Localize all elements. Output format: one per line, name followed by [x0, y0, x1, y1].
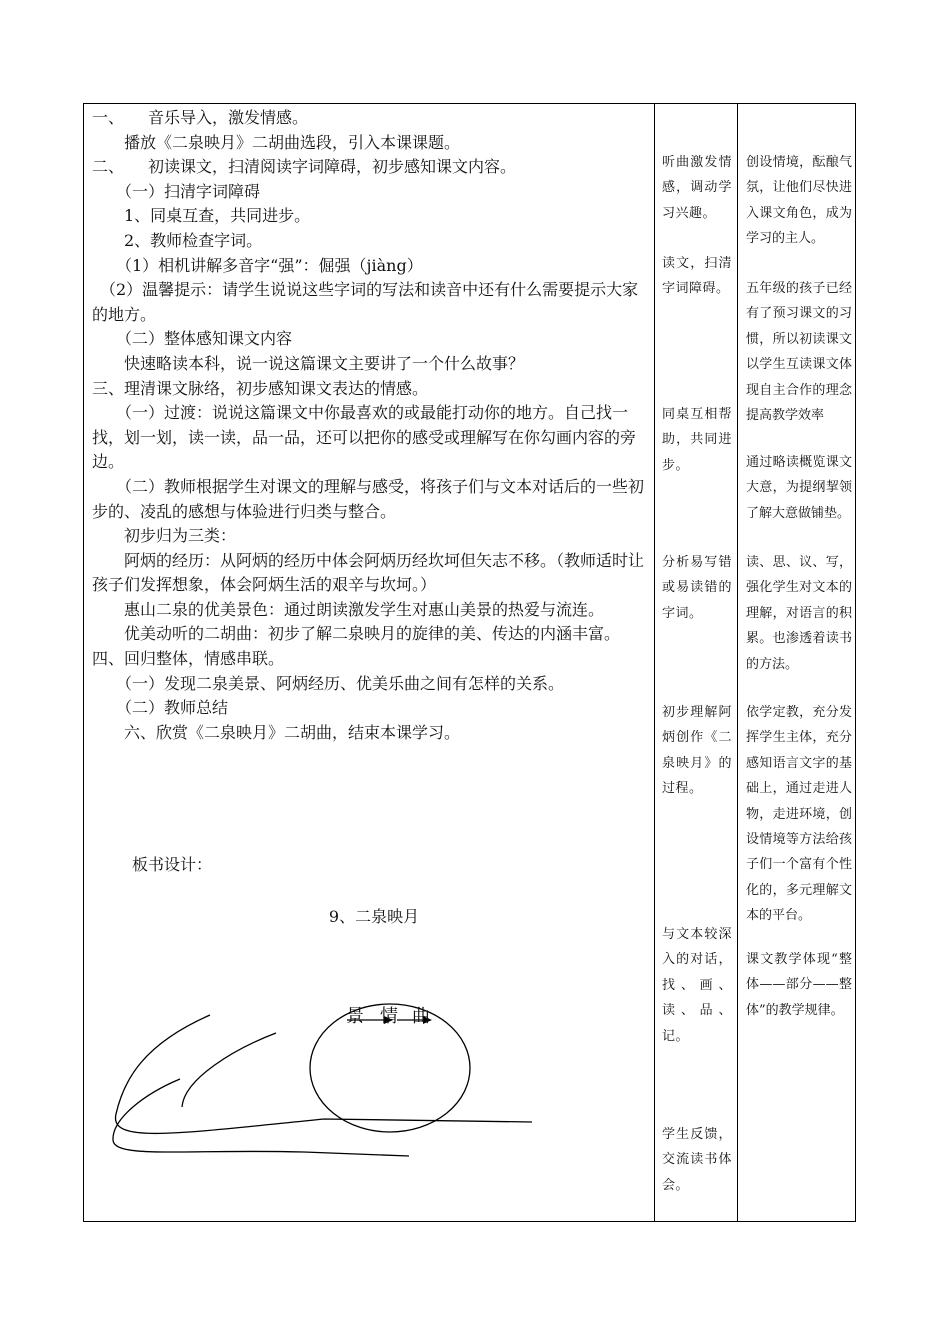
- step-3-sub-1: （一）过渡：说说这篇课文中你最喜欢的或最能打动你的地方。自己找一找，划一划，读一读，品一品，还可以把你的感受或理解写在你勾画内容的旁边。: [92, 403, 637, 472]
- intent-note: 创设情境，酝酿气氛，让他们尽快进入课文角色，成为学习的主人。: [746, 155, 852, 247]
- category-scenery: 惠山二泉的优美景色：通过朗读激发学生对惠山美景的热爱与流连。: [92, 599, 605, 619]
- activity-note: 听曲激发情感，调动学习兴趣。: [662, 155, 732, 221]
- step-4-sub-1: （一）发现二泉美景、阿炳经历、优美乐曲之间有怎样的关系。: [92, 673, 565, 693]
- intent-note: 依学定教，充分发挥学生主体，充分感知语言文字的基础上，通过走进人物，走进环境，创设情境等方法给孩子们一个富有个性化的，多元理解文本的平台。: [746, 705, 852, 924]
- step-3-categories: 初步归为三类：: [92, 526, 237, 546]
- step-2-sub-1: （一）扫清字词障碍: [92, 181, 261, 201]
- step-2-item-2-1: （1）相机讲解多音字“强”：倔强（jiàng）: [92, 255, 423, 275]
- activity-note: 学生反馈，交流读书体会。: [662, 1127, 732, 1193]
- step-1-detail: 播放《二泉映月》二胡曲选段，引入本课课题。: [92, 132, 461, 152]
- category-abing: 阿炳的经历：从阿炳的经历中体会阿炳历经坎坷但矢志不移。（教师适时让孩子们发挥想象，体会阿炳生活的艰辛与坎坷。）: [92, 550, 645, 595]
- activity-note: 与文本较深入的对话，找、画、读、品、记。: [662, 927, 732, 1044]
- activity-note: 分析易写错或易读错的字词。: [662, 555, 732, 621]
- activity-note: 初步理解阿炳创作《二泉映月》的过程。: [662, 705, 732, 797]
- diagram-word-music: 曲: [412, 1006, 432, 1027]
- diagram-word-emotion: 情: [380, 1006, 400, 1027]
- step-2-item-2-2: （2）温馨提示：请学生说说这些字词的写法和读音中还有什么需要提示大家的地方。: [92, 280, 639, 324]
- intent-note: 五年级的孩子已经有了预习课文的习惯，所以初读课文以学生互读课文体现自主合作的理念提高教学效率: [746, 281, 852, 424]
- board-diagram: [84, 104, 654, 1223]
- step-3-heading: 三、理清课文脉络，初步感知课文表达的情感。: [92, 378, 429, 398]
- step-2-sub-2: （二）整体感知课文内容: [92, 329, 293, 349]
- step-2-item-1: 1、同桌互查，共同进步。: [92, 206, 311, 226]
- step-2-item-2: 2、教师检查字词。: [92, 230, 263, 250]
- step-6: 六、欣赏《二泉映月》二胡曲，结束本课学习。: [92, 722, 461, 742]
- column-divider-1: [654, 104, 655, 1221]
- step-2-sub-2-detail: 快速略读本科，说一说这篇课文主要讲了一个什么故事？: [92, 353, 525, 373]
- intent-note: 读、思、议、写，强化学生对文本的理解，对语言的积累。也渗透着读书的方法。: [746, 555, 852, 672]
- activity-note: 同桌互相帮助，共同进步。: [662, 407, 732, 473]
- diagram-curve-2: [182, 1033, 276, 1107]
- diagram-word-scenery: 景: [346, 1006, 366, 1027]
- column-divider-2: [737, 104, 738, 1221]
- board-design-label: 板书设计：: [132, 855, 213, 874]
- step-4-sub-2: （二）教师总结: [92, 698, 229, 718]
- step-3-sub-2: （二）教师根据学生对课文的理解与感受，将孩子们与文本对话后的一些初步的、凌乱的感想与体验进行归类与整合。: [92, 476, 645, 521]
- step-2-heading: 二、 初读课文，扫清阅读字词障碍，初步感知课文内容。: [92, 157, 517, 177]
- lesson-plan-table: [83, 103, 856, 1222]
- board-design-title: 9、二泉映月: [328, 907, 420, 926]
- step-4-heading: 四、回归整体，情感串联。: [92, 649, 285, 669]
- intent-note: 通过略读概览课文大意，为提纲挈领了解大意做铺垫。: [746, 455, 852, 521]
- category-music: 优美动听的二胡曲：初步了解二泉映月的旋律的美、传达的内涵丰富。: [92, 624, 621, 644]
- intent-note: 课文教学体现“整体——部分——整体”的教学规律。: [746, 952, 852, 1018]
- activity-note: 读文，扫清字词障碍。: [662, 256, 732, 297]
- diagram-curve-3: [113, 1079, 409, 1156]
- step-1-heading: 一、 音乐导入，激发情感。: [92, 108, 309, 127]
